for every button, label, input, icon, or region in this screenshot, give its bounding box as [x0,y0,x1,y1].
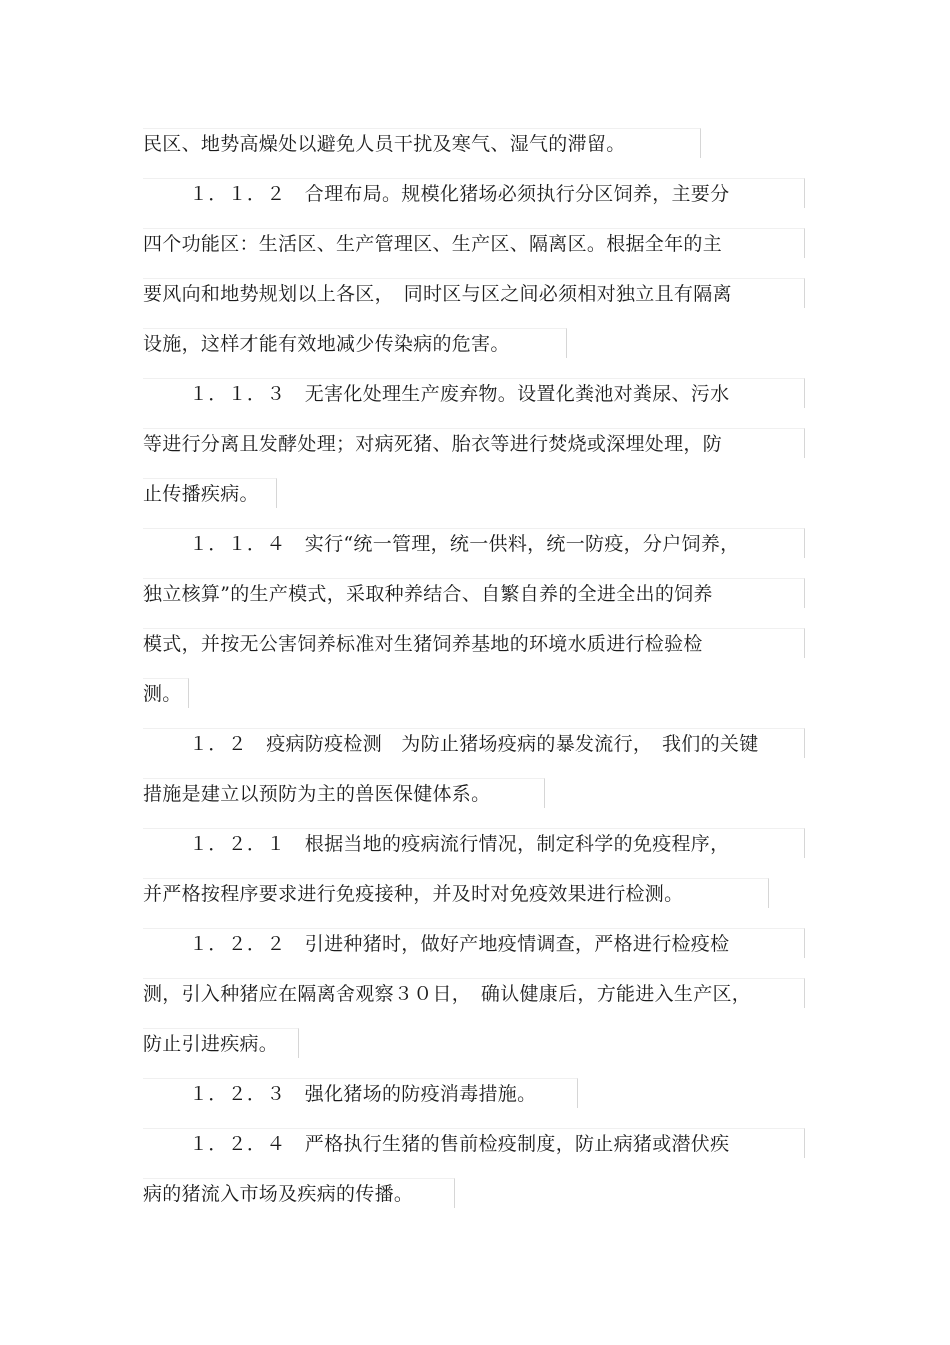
text-line: １．１．３ 无害化处理生产废弃物。设置化粪池对粪尿、污水 [143,378,805,408]
text-line: 独立核算”的生产模式，采取种养结合、自繁自养的全进全出的饲养 [143,578,805,608]
text-line: １．２．４ 严格执行生猪的售前检疫制度，防止病猪或潜伏疾 [143,1128,805,1158]
text-line: 设施，这样才能有效地减少传染病的危害。 [143,328,567,358]
text-line: 防止引进疾病。 [143,1028,299,1058]
text-line: 并严格按程序要求进行免疫接种，并及时对免疫效果进行检测。 [143,878,769,908]
text-line: 模式，并按无公害饲养标准对生猪饲养基地的环境水质进行检验检 [143,628,805,658]
text-line: 止传播疾病。 [143,478,277,508]
text-line: １．２．３ 强化猪场的防疫消毒措施。 [143,1078,578,1108]
text-line: 测。 [143,678,189,708]
text-line: １．２．２ 引进种猪时，做好产地疫情调查，严格进行检疫检 [143,928,805,958]
text-line: １．２．１ 根据当地的疫病流行情况，制定科学的免疫程序， [143,828,805,858]
text-line: 测，引入种猪应在隔离舍观察３０日， 确认健康后，方能进入生产区， [143,978,805,1008]
text-line: １．１．４ 实行“统一管理，统一供料，统一防疫，分户饲养， [143,528,805,558]
text-line: 要风向和地势规划以上各区， 同时区与区之间必须相对独立且有隔离 [143,278,805,308]
text-line: １．２ 疫病防疫检测 为防止猪场疫病的暴发流行， 我们的关键 [143,728,805,758]
text-line: 四个功能区：生活区、生产管理区、生产区、隔离区。根据全年的主 [143,228,805,258]
text-line: 民区、地势高燥处以避免人员干扰及寒气、湿气的滞留。 [143,128,701,158]
text-line: １．１．２ 合理布局。规模化猪场必须执行分区饲养，主要分 [143,178,805,208]
text-line: 病的猪流入市场及疾病的传播。 [143,1178,455,1208]
text-line: 等进行分离且发酵处理；对病死猪、胎衣等进行焚烧或深埋处理，防 [143,428,805,458]
text-line: 措施是建立以预防为主的兽医保健体系。 [143,778,545,808]
